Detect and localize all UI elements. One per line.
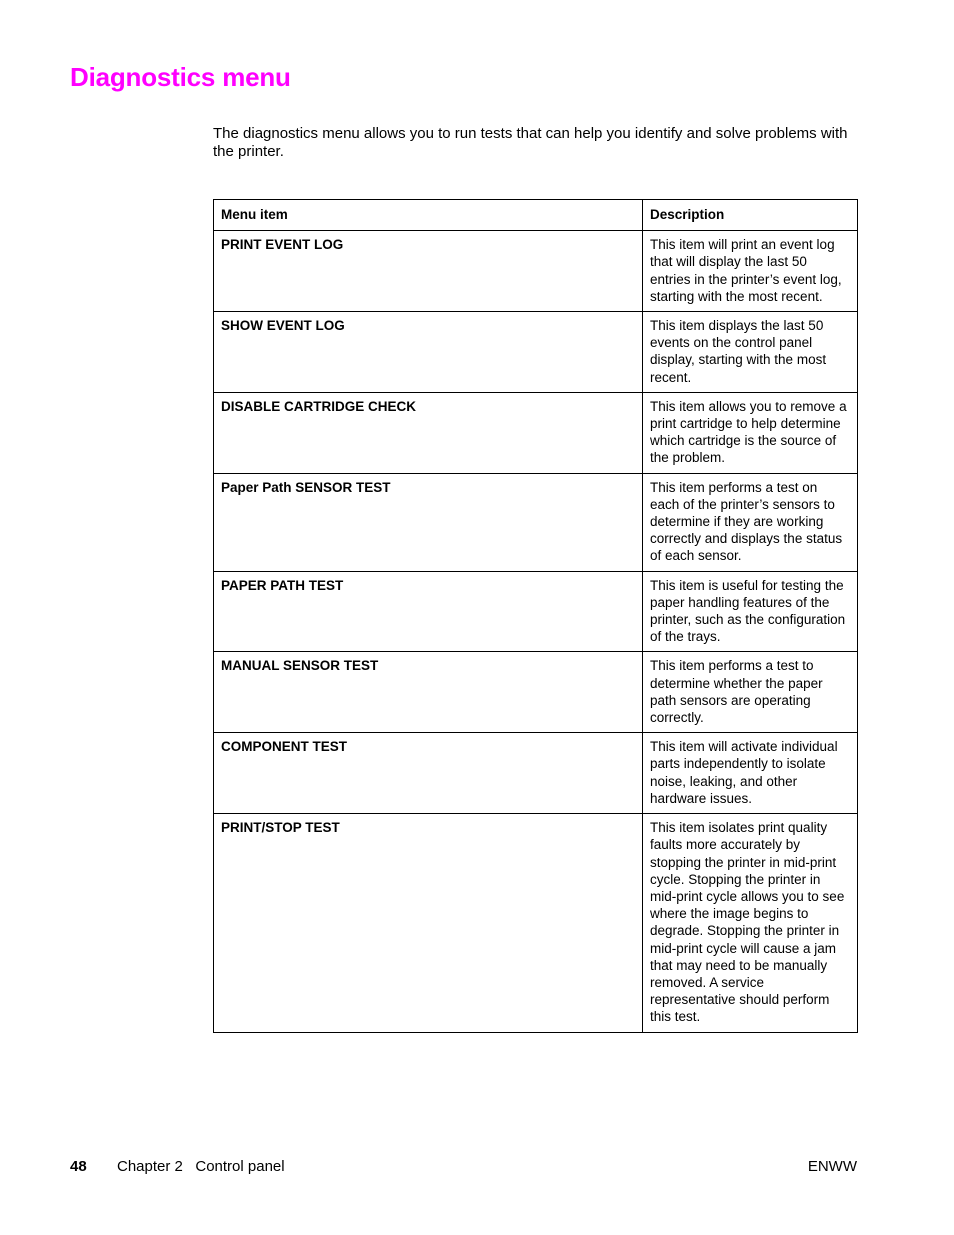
footer-page-number: 48 xyxy=(70,1158,87,1175)
table-row xyxy=(214,652,858,733)
description-cell: This item will print an event log that will display the last 50 entries in the printer’s event log, starting with the most recent. xyxy=(643,231,858,312)
menu-item-cell: PRINT EVENT LOG xyxy=(214,231,643,312)
table-row xyxy=(214,571,858,652)
footer-right-label: ENWW xyxy=(807,1158,857,1175)
table-row xyxy=(214,312,858,393)
menu-item-cell: SHOW EVENT LOG xyxy=(214,312,643,393)
page-title: Diagnostics menu xyxy=(70,62,291,92)
description-cell: This item performs a test to determine whether the paper path sensors are operating correctly. xyxy=(643,652,858,733)
description-cell: This item displays the last 50 events on the control panel display, starting with the most recent. xyxy=(643,312,858,393)
table-row xyxy=(214,231,858,312)
table-row xyxy=(214,473,858,571)
description-cell: This item performs a test on each of the printer’s sensors to determine if they are working correctly and displays the status of each sensor. xyxy=(643,473,858,571)
menu-item-cell: DISABLE CARTRIDGE CHECK xyxy=(214,392,643,473)
description-cell: This item isolates print quality faults more accurately by stopping the printer in mid-print cycle. Stopping the printer in mid-print cycle allows you to see where the image begins to degrade. Stopping the printer in mid-print cycle will cause a jam that may need to be manually removed. A service representative should perform this test. xyxy=(643,814,858,1032)
intro-paragraph: The diagnostics menu allows you to run tests that can help you identify and solve problems with the printer. xyxy=(213,125,848,160)
menu-item-cell: Paper Path SENSOR TEST xyxy=(214,473,643,571)
menu-item-cell: MANUAL SENSOR TEST xyxy=(214,652,643,733)
description-cell: This item is useful for testing the paper handling features of the printer, such as the configuration of the trays. xyxy=(643,571,858,652)
header-menu-item: Menu item xyxy=(214,200,643,231)
header-description: Description xyxy=(643,200,858,231)
table-row xyxy=(214,733,858,814)
menu-item-cell: PRINT/STOP TEST xyxy=(214,814,643,1032)
description-cell: This item will activate individual parts independently to isolate noise, leaking, and other hardware issues. xyxy=(643,733,858,814)
table-header-row xyxy=(214,200,858,231)
description-cell: This item allows you to remove a print cartridge to help determine which cartridge is the source of the problem. xyxy=(643,392,858,473)
table-row xyxy=(214,392,858,473)
footer-chapter: Chapter 2 Control panel xyxy=(117,1158,285,1175)
table-row xyxy=(214,814,858,1032)
diagnostics-menu-table xyxy=(213,199,858,1033)
menu-item-cell: COMPONENT TEST xyxy=(214,733,643,814)
menu-item-cell: PAPER PATH TEST xyxy=(214,571,643,652)
